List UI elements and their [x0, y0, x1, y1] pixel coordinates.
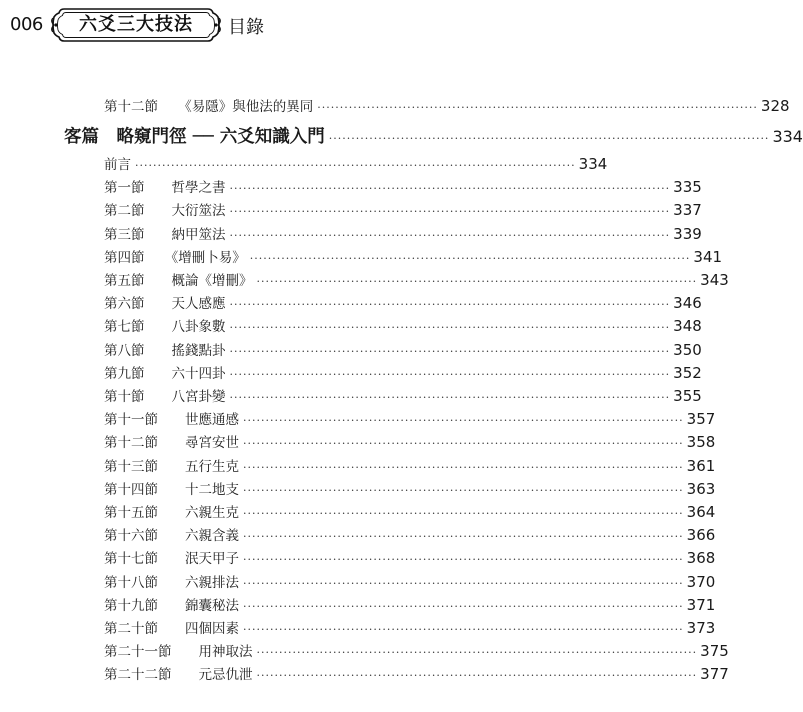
leader-dots: ·································································································· [256, 646, 698, 660]
toc-page: 341 [693, 247, 723, 266]
toc-entry [104, 199, 702, 222]
toc-name: 十二地支 [185, 481, 239, 498]
toc-entry [104, 292, 702, 315]
toc-name: 八宮卦變 [171, 389, 226, 405]
leader-dots: ·································································································· [243, 623, 684, 636]
toc-chapter: 第十九節 [104, 597, 158, 614]
toc-page: 337 [673, 201, 702, 220]
leader-dots: ·································································································· [229, 321, 671, 335]
toc-name: 《增刪卜易》 [171, 249, 246, 266]
leader-dots: ·································································································· [256, 669, 698, 683]
toc-page: 334 [578, 155, 608, 173]
leader-dots: ·································································································· [243, 483, 684, 497]
toc-page: 363 [686, 479, 716, 498]
toc-entry-title [104, 524, 239, 544]
toc-chapter: 第八節 [104, 342, 145, 359]
leader-dots: ·································································································· [243, 576, 684, 590]
toc-page: 371 [686, 595, 716, 614]
toc-name: 六十四卦 [171, 365, 226, 382]
toc-entry-title [104, 640, 253, 660]
toc-chapter: 第十三節 [104, 458, 158, 475]
toc-entry-title [104, 339, 226, 359]
toc-entry-title [104, 385, 226, 405]
toc-chapter: 第二十二節 [104, 667, 172, 684]
toc-entry-title [104, 617, 239, 637]
leader-dots: ·································································································· [317, 101, 758, 114]
toc-entry-title [104, 455, 239, 475]
toc-chapter: 第二十節 [104, 621, 158, 637]
toc-entry-title [104, 408, 239, 428]
toc-chapter: 第六節 [104, 296, 145, 313]
leader-dots: ·································································································· [243, 553, 684, 567]
leader-dots: ·································································································· [243, 507, 684, 520]
leader-dots: ·································································································· [229, 205, 671, 219]
toc-entry-title [104, 269, 253, 289]
toc-entry [104, 269, 729, 292]
toc-page: 366 [686, 526, 716, 545]
toc-name: 天人感應 [171, 296, 226, 313]
toc-gap [145, 250, 172, 266]
leader-dots: ·································································································· [243, 414, 684, 428]
leader-dots: ·································································································· [229, 298, 671, 312]
toc-entry [104, 176, 702, 199]
toc-entry [104, 524, 716, 547]
toc-page: 377 [700, 665, 729, 684]
toc-entry [104, 223, 702, 246]
toc-gap [145, 273, 172, 289]
toc-entry [104, 385, 702, 408]
toc-name: 尋宮安世 [185, 435, 239, 452]
toc-entry-title [104, 362, 226, 382]
toc-part-heading [64, 123, 803, 153]
leader-dots: ·································································································· [243, 437, 684, 451]
toc-entry [104, 455, 716, 478]
toc-chapter: 第四節 [104, 249, 145, 266]
toc-chapter: 第九節 [104, 365, 145, 382]
toc-entry [104, 501, 716, 524]
toc-name: 概論《增刪》 [171, 273, 253, 289]
toc-gap [145, 366, 172, 382]
toc-name: 六親含義 [185, 528, 239, 545]
toc-entry-title [104, 199, 226, 219]
toc-gap [158, 575, 185, 591]
leader-dots: ·································································································· [135, 159, 576, 172]
toc-chapter: 第十八節 [104, 574, 158, 591]
toc-gap [172, 667, 199, 683]
toc-gap [145, 296, 172, 312]
leader-dots: ·································································································· [229, 367, 671, 381]
toc-page: 352 [673, 363, 702, 382]
toc-gap [158, 505, 185, 521]
toc-page: 335 [673, 178, 702, 197]
toc-gap [158, 551, 185, 567]
toc-chapter: 第七節 [104, 319, 145, 336]
toc-page: 328 [760, 97, 790, 115]
toc-name: 泯天甲子 [185, 551, 239, 568]
toc-gap [158, 459, 185, 475]
toc-entry-title [104, 478, 239, 498]
toc-chapter: 第十二節 [104, 435, 158, 452]
toc-gap [158, 482, 185, 498]
leader-dots: ·································································································· [229, 228, 671, 242]
toc-entry [104, 153, 608, 176]
toc-page: 346 [673, 294, 702, 313]
toc-entry-title [104, 315, 226, 335]
page-number: 006 [10, 14, 43, 35]
toc-gap [158, 435, 185, 451]
toc-name: 搖錢點卦 [171, 342, 226, 359]
toc-entry-title [104, 663, 253, 683]
toc-chapter: 第三節 [104, 226, 145, 243]
toc-entry [104, 663, 729, 686]
toc-name: 納甲筮法 [171, 226, 226, 243]
toc-entry [104, 431, 716, 454]
toc-name: 六親排法 [185, 574, 239, 591]
toc-entry [104, 339, 702, 362]
toc-chapter: 第十四節 [104, 481, 158, 498]
toc-chapter: 第十五節 [104, 505, 158, 521]
toc-gap [158, 528, 185, 544]
toc-entry-title [104, 246, 246, 266]
toc-page: 370 [686, 572, 716, 591]
toc-entry-title [104, 223, 226, 243]
toc-entry-title [104, 95, 313, 115]
toc-name: 元忌仇泄 [198, 667, 253, 684]
toc-chapter: 第十節 [104, 389, 145, 405]
toc-chapter: 第十七節 [104, 551, 158, 568]
toc-entry-title [104, 547, 239, 567]
toc-entry [104, 571, 716, 594]
toc-page: 373 [686, 619, 716, 637]
page-header [0, 0, 520, 52]
toc-gap [172, 644, 199, 660]
toc-gap [145, 343, 172, 359]
book-title: 六爻三大技法 [79, 14, 193, 35]
part-title: 客篇 略窺門徑 ── 六爻知識入門 [64, 127, 325, 147]
toc-page: 368 [686, 549, 716, 568]
toc-chapter: 第二十一節 [104, 644, 172, 661]
toc-chapter: 第十一節 [104, 412, 158, 429]
toc-page: 350 [673, 340, 702, 359]
toc-page: 358 [686, 433, 716, 452]
toc-page: 357 [686, 410, 716, 429]
toc-entry [104, 408, 716, 431]
toc-gap [145, 389, 172, 405]
toc-page: 334 [772, 127, 803, 146]
leader-dots: ·································································································· [243, 530, 684, 544]
toc-chapter: 第二節 [104, 203, 145, 220]
toc-page: 355 [673, 387, 702, 405]
toc-name: 八卦象數 [171, 319, 226, 336]
toc-gap [158, 621, 185, 637]
leader-dots: ·································································································· [229, 182, 671, 196]
toc-page: 364 [686, 503, 716, 521]
toc-page: 343 [700, 271, 729, 289]
toc-page: 339 [673, 224, 702, 243]
toc-name: 五行生克 [185, 458, 239, 475]
toc-entry-title [104, 501, 239, 521]
toc-gap [145, 319, 172, 335]
toc-entry [104, 594, 716, 617]
book-title-banner [50, 6, 222, 44]
toc-page: 361 [686, 456, 716, 475]
leader-dots: ·································································································· [256, 275, 698, 288]
toc-name: 錦囊秘法 [185, 597, 239, 614]
leader-dots: ·································································································· [229, 344, 671, 358]
toc-name: 《易隱》與他法的異同 [185, 99, 314, 115]
toc-name: 四個因素 [185, 621, 239, 637]
toc-chapter: 前言 [104, 157, 131, 173]
toc-entry [104, 617, 716, 640]
toc-entry [104, 95, 790, 118]
toc-chapter: 第五節 [104, 273, 145, 289]
toc-gap [158, 598, 185, 614]
toc-page: 375 [700, 642, 729, 661]
toc-gap [145, 227, 172, 243]
leader-dots: ·································································································· [243, 460, 684, 474]
toc-entry [104, 478, 716, 501]
toc-name: 大衍筮法 [171, 203, 226, 220]
leader-dots: ·································································································· [249, 251, 691, 265]
toc-chapter: 第十六節 [104, 528, 158, 545]
toc-chapter: 第一節 [104, 180, 145, 197]
toc-chapter: 第十二節 [104, 99, 158, 115]
leader-dots: ·································································································· [229, 391, 671, 404]
leader-dots: ·································································································· [328, 132, 770, 145]
toc-entry [104, 547, 716, 570]
toc-entry [104, 362, 702, 385]
toc-name: 世應通感 [185, 412, 239, 429]
toc-entry-title [104, 594, 239, 614]
toc-entry [104, 246, 723, 269]
toc-gap [158, 412, 185, 428]
toc-entry-title [104, 292, 226, 312]
toc-entry-title [104, 153, 131, 173]
section-label: 目錄 [228, 17, 264, 38]
toc-entry-title [104, 176, 226, 196]
toc-name: 用神取法 [198, 644, 253, 661]
toc-name: 哲學之書 [171, 180, 226, 197]
toc-page: 348 [673, 317, 702, 336]
toc-gap [145, 180, 172, 196]
toc-entry-title [104, 431, 239, 451]
toc-entry-title [104, 571, 239, 591]
toc-entry [104, 315, 702, 338]
leader-dots: ·································································································· [243, 599, 684, 613]
toc-gap [145, 203, 172, 219]
toc-name: 六親生克 [185, 505, 239, 521]
toc-entry [104, 640, 729, 663]
